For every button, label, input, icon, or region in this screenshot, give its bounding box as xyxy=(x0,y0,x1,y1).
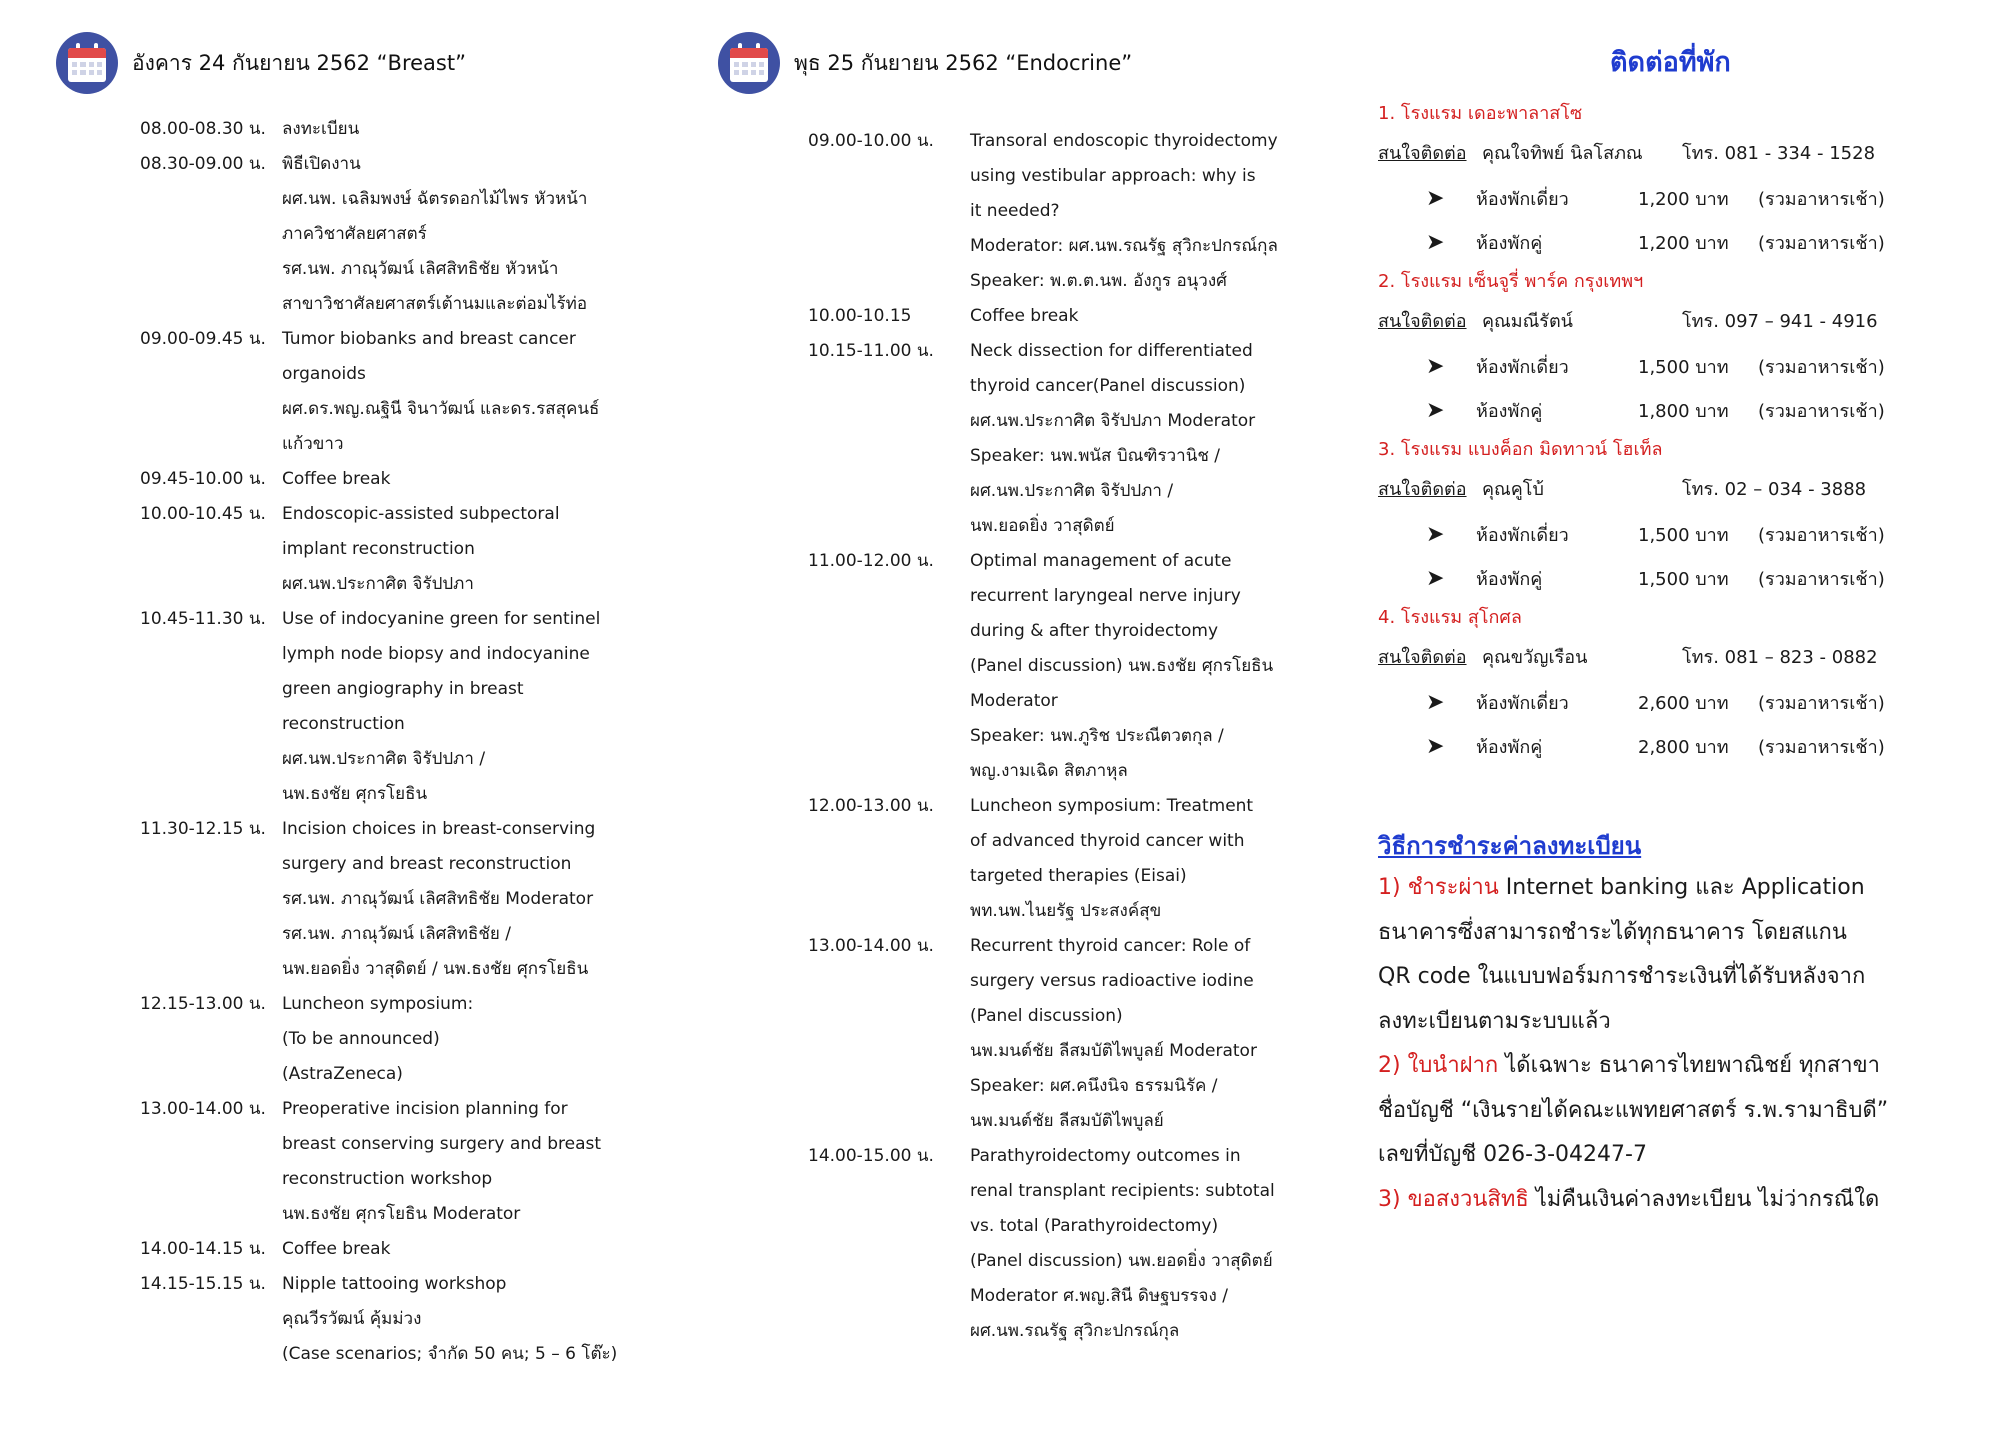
accommodation-title: ติดต่อที่พัก xyxy=(1610,47,1731,78)
room-note: (รวมอาหารเช้า) xyxy=(1758,736,1885,758)
schedule-slot xyxy=(140,462,660,497)
slot-line: (Panel discussion) นพ.ยอดยิ่ง วาสุดิตย์ xyxy=(970,1251,1273,1271)
slot-details xyxy=(282,497,660,602)
slot-line: ผศ.นพ.ประกาศิต จิรัปปภา / xyxy=(970,481,1174,501)
slot-line: Use of indocyanine green for sentinel xyxy=(282,609,601,629)
room-row xyxy=(1378,388,1898,432)
arrow-right-icon: ➤ xyxy=(1426,229,1445,255)
payment-item-3: 3) ขอสงวนสิทธิ ไม่คืนเงินค่าลงทะเบียน ไม่ว่ากรณีใด xyxy=(1378,1186,1880,1212)
hotel-name: 4. โรงแรม สุโกศล xyxy=(1378,607,1522,628)
slot-time: 11.00-12.00 น. xyxy=(808,551,934,571)
slot-time: 14.00-15.00 น. xyxy=(808,1146,934,1166)
slot-line: ภาควิชาศัลยศาสตร์ xyxy=(282,224,427,244)
slot-details xyxy=(970,789,1288,929)
slot-line: Luncheon symposium: Treatment xyxy=(970,796,1254,816)
slot-details xyxy=(282,1267,660,1372)
hotel-contact xyxy=(1378,132,1898,176)
slot-details xyxy=(970,544,1288,789)
contact-person: คุณใจทิพย์ นิลโสภณ xyxy=(1482,143,1643,164)
slot-line: นพ.มนต์ชัย ลีสมบัติไพบูลย์ Moderator xyxy=(970,1041,1257,1061)
slot-time: 11.30-12.15 น. xyxy=(140,819,266,839)
schedule-slot xyxy=(140,602,660,812)
room-note: (รวมอาหารเช้า) xyxy=(1758,188,1885,210)
slot-time: 10.45-11.30 น. xyxy=(140,609,266,629)
room-type: ห้องพักเดี่ยว xyxy=(1476,356,1569,378)
room-row xyxy=(1378,512,1898,556)
calendar-icon xyxy=(718,32,780,94)
slot-line: thyroid cancer(Panel discussion) xyxy=(970,376,1246,396)
schedule-slot xyxy=(140,1232,660,1267)
schedule-slot xyxy=(808,544,1288,789)
slot-time: 08.30-09.00 น. xyxy=(140,154,266,174)
contact-label: สนใจติดต่อ xyxy=(1378,311,1467,332)
slot-line: คุณวีรวัฒน์ คุ้มม่วง xyxy=(282,1309,422,1329)
schedule-slot xyxy=(140,987,660,1092)
slot-line: Transoral endoscopic thyroidectomy xyxy=(970,131,1278,151)
slot-line: พญ.งามเฉิด สิตภาหุล xyxy=(970,761,1128,781)
room-price: 1,500 บาท xyxy=(1638,568,1729,590)
slot-line: พิธีเปิดงาน xyxy=(282,154,361,174)
slot-line: (To be announced) xyxy=(282,1029,440,1049)
slot-line: of advanced thyroid cancer with xyxy=(970,831,1245,851)
day1-schedule xyxy=(140,112,660,1372)
hotel-contact xyxy=(1378,468,1898,512)
slot-line: organoids xyxy=(282,364,366,384)
schedule-slot xyxy=(808,124,1288,299)
room-price: 1,200 บาท xyxy=(1638,188,1729,210)
payment-section xyxy=(1378,826,1938,1222)
schedule-slot xyxy=(140,147,660,322)
slot-details xyxy=(282,1232,660,1267)
slot-time: 10.15-11.00 น. xyxy=(808,341,934,361)
room-note: (รวมอาหารเช้า) xyxy=(1758,568,1885,590)
schedule-slot xyxy=(140,322,660,462)
payment-item-2-line: เลขที่บัญชี 026-3-04247-7 xyxy=(1378,1142,1647,1167)
slot-line: Luncheon symposium: xyxy=(282,994,474,1014)
room-price: 1,800 บาท xyxy=(1638,400,1729,422)
slot-line: Speaker: นพ.ภูริช ประณีตวตกุล / xyxy=(970,726,1224,746)
slot-line: Nipple tattooing workshop xyxy=(282,1274,507,1294)
slot-line: รศ.นพ. ภาณุวัฒน์ เลิศสิทธิชัย Moderator xyxy=(282,889,594,909)
room-type: ห้องพักคู่ xyxy=(1476,400,1543,422)
schedule-slot xyxy=(808,1139,1288,1349)
slot-line: Tumor biobanks and breast cancer xyxy=(282,329,576,349)
slot-time: 12.15-13.00 น. xyxy=(140,994,266,1014)
slot-line: Preoperative incision planning for xyxy=(282,1099,568,1119)
room-row xyxy=(1378,724,1898,768)
slot-line: surgery and breast reconstruction xyxy=(282,854,572,874)
contact-phone: โทร. 081 – 823 - 0882 xyxy=(1682,647,1878,668)
slot-line: Moderator ศ.พญ.สินี ดิษฐบรรจง / xyxy=(970,1286,1228,1306)
payment-title: วิธีการชำระค่าลงทะเบียน xyxy=(1378,832,1642,860)
slot-time: 13.00-14.00 น. xyxy=(140,1099,266,1119)
day2-schedule xyxy=(808,124,1288,1349)
slot-line: ผศ.นพ.ประกาศิต จิรัปปภา xyxy=(282,574,474,594)
room-note: (รวมอาหารเช้า) xyxy=(1758,524,1885,546)
slot-line: Parathyroidectomy outcomes in xyxy=(970,1146,1241,1166)
slot-line: รศ.นพ. ภาณุวัฒน์ เลิศสิทธิชัย / xyxy=(282,924,512,944)
slot-line: lymph node biopsy and indocyanine xyxy=(282,644,590,664)
hotel-name: 2. โรงแรม เซ็นจูรี่ พาร์ค กรุงเทพฯ xyxy=(1378,271,1644,292)
slot-details xyxy=(970,299,1288,334)
slot-line: พท.นพ.ไนยรัฐ ประสงค์สุข xyxy=(970,901,1162,921)
slot-line: Speaker: พ.ต.ต.นพ. อังกูร อนุวงศ์ xyxy=(970,271,1227,291)
slot-details xyxy=(970,929,1288,1139)
hotel-name: 1. โรงแรม เดอะพาลาสโซ xyxy=(1378,103,1583,124)
room-type: ห้องพักคู่ xyxy=(1476,568,1543,590)
slot-line: Coffee break xyxy=(282,469,391,489)
schedule-slot xyxy=(140,112,660,147)
schedule-slot xyxy=(808,789,1288,929)
schedule-slot xyxy=(808,299,1288,334)
slot-details xyxy=(282,322,660,462)
slot-line: Speaker: ผศ.คนึงนิจ ธรรมนิรัค / xyxy=(970,1076,1218,1096)
slot-details xyxy=(282,147,660,322)
room-note: (รวมอาหารเช้า) xyxy=(1758,400,1885,422)
room-note: (รวมอาหารเช้า) xyxy=(1758,232,1885,254)
contact-label: สนใจติดต่อ xyxy=(1378,479,1467,500)
payment-item-1-line: QR code ในแบบฟอร์มการชำระเงินที่ได้รับหลังจาก xyxy=(1378,964,1866,989)
slot-line: ผศ.นพ.ประกาศิต จิรัปปภา Moderator xyxy=(970,411,1256,431)
slot-line: using vestibular approach: why is xyxy=(970,166,1256,186)
slot-details xyxy=(970,1139,1288,1349)
payment-item-2-line: ชื่อบัญชี “เงินรายได้คณะแพทยศาสตร์ ร.พ.รามาธิบดี” xyxy=(1378,1097,1889,1123)
slot-line: reconstruction xyxy=(282,714,405,734)
room-row xyxy=(1378,176,1898,220)
slot-details xyxy=(282,462,660,497)
hotel-contact xyxy=(1378,636,1898,680)
slot-line: Endoscopic-assisted subpectoral xyxy=(282,504,560,524)
schedule-slot xyxy=(808,929,1288,1139)
room-row xyxy=(1378,556,1898,600)
hotel-name: 3. โรงแรม แบงค็อก มิดทาวน์ โฮเท็ล xyxy=(1378,439,1663,460)
slot-details xyxy=(970,334,1288,544)
slot-line: ลงทะเบียน xyxy=(282,119,360,139)
slot-line: (Panel discussion) นพ.ธงชัย ศุกรโยธิน xyxy=(970,656,1274,676)
slot-line: implant reconstruction xyxy=(282,539,475,559)
slot-time: 10.00-10.45 น. xyxy=(140,504,266,524)
contact-person: คุณมณีรัตน์ xyxy=(1482,311,1573,332)
contact-person: คุณคูโบ้ xyxy=(1482,479,1544,500)
slot-line: นพ.มนต์ชัย ลีสมบัติไพบูลย์ xyxy=(970,1111,1164,1131)
slot-line: Coffee break xyxy=(970,306,1079,326)
slot-line: นพ.ยอดยิ่ง วาสุดิตย์ xyxy=(970,516,1115,536)
slot-time: 09.00-09.45 น. xyxy=(140,329,266,349)
arrow-right-icon: ➤ xyxy=(1426,689,1445,715)
arrow-right-icon: ➤ xyxy=(1426,733,1445,759)
room-row xyxy=(1378,680,1898,724)
slot-line: Coffee break xyxy=(282,1239,391,1259)
room-price: 1,500 บาท xyxy=(1638,356,1729,378)
arrow-right-icon: ➤ xyxy=(1426,397,1445,423)
room-price: 1,500 บาท xyxy=(1638,524,1729,546)
contact-phone: โทร. 097 – 941 - 4916 xyxy=(1682,311,1878,332)
slot-line: surgery versus radioactive iodine xyxy=(970,971,1254,991)
slot-line: it needed? xyxy=(970,201,1060,221)
slot-line: during & after thyroidectomy xyxy=(970,621,1219,641)
slot-line: ผศ.นพ.ประกาศิต จิรัปปภา / xyxy=(282,749,486,769)
schedule-slot xyxy=(140,1092,660,1232)
schedule-slot xyxy=(140,812,660,987)
slot-line: breast conserving surgery and breast xyxy=(282,1134,602,1154)
day2-header xyxy=(718,30,1132,96)
room-type: ห้องพักเดี่ยว xyxy=(1476,692,1569,714)
hotel-list xyxy=(1378,96,1898,768)
arrow-right-icon: ➤ xyxy=(1426,521,1445,547)
slot-line: Speaker: นพ.พนัส บิณฑิรวานิช / xyxy=(970,446,1221,466)
slot-line: vs. total (Parathyroidectomy) xyxy=(970,1216,1219,1236)
room-price: 2,600 บาท xyxy=(1638,692,1729,714)
schedule-slot xyxy=(808,334,1288,544)
slot-line: นพ.ธงชัย ศุกรโยธิน Moderator xyxy=(282,1204,521,1224)
slot-line: (Panel discussion) xyxy=(970,1006,1123,1026)
slot-line: reconstruction workshop xyxy=(282,1169,493,1189)
slot-line: นพ.ธงชัย ศุกรโยธิน xyxy=(282,784,428,804)
schedule-slot xyxy=(140,1267,660,1372)
slot-line: green angiography in breast xyxy=(282,679,524,699)
contact-phone: โทร. 02 – 034 - 3888 xyxy=(1682,479,1867,500)
room-row xyxy=(1378,220,1898,264)
slot-details xyxy=(282,602,660,812)
contact-phone: โทร. 081 - 334 - 1528 xyxy=(1682,143,1876,164)
slot-details xyxy=(282,987,660,1092)
schedule-slot xyxy=(140,497,660,602)
room-price: 1,200 บาท xyxy=(1638,232,1729,254)
room-type: ห้องพักคู่ xyxy=(1476,232,1543,254)
slot-line: ผศ.ดร.พญ.ณฐินี จินาวัฒน์ และดร.รสสุคนธ์ xyxy=(282,399,600,419)
slot-details xyxy=(282,1092,660,1232)
slot-time: 12.00-13.00 น. xyxy=(808,796,934,816)
slot-line: Recurrent thyroid cancer: Role of xyxy=(970,936,1251,956)
room-row xyxy=(1378,344,1898,388)
contact-person: คุณขวัญเรือน xyxy=(1482,647,1588,668)
hotel-contact xyxy=(1378,300,1898,344)
slot-line: นพ.ยอดยิ่ง วาสุดิตย์ / นพ.ธงชัย ศุกรโยธิน xyxy=(282,959,589,979)
slot-line: targeted therapies (Eisai) xyxy=(970,866,1187,886)
slot-line: Neck dissection for differentiated xyxy=(970,341,1253,361)
slot-line: Optimal management of acute xyxy=(970,551,1232,571)
room-price: 2,800 บาท xyxy=(1638,736,1729,758)
room-type: ห้องพักเดี่ยว xyxy=(1476,524,1569,546)
arrow-right-icon: ➤ xyxy=(1426,185,1445,211)
day2-title: พุธ 25 กันยายน 2562 “Endocrine” xyxy=(794,50,1133,75)
arrow-right-icon: ➤ xyxy=(1426,353,1445,379)
payment-item-1: 1) ชำระผ่าน Internet banking และ Application xyxy=(1378,875,1865,900)
slot-time: 14.15-15.15 น. xyxy=(140,1274,266,1294)
slot-line: สาขาวิชาศัลยศาสตร์เต้านมและต่อมไร้ท่อ xyxy=(282,294,588,314)
payment-item-1-line: ลงทะเบียนตามระบบแล้ว xyxy=(1378,1008,1611,1034)
slot-line: ผศ.นพ.รณรัฐ สุวิกะปกรณ์กุล xyxy=(970,1321,1180,1341)
room-type: ห้องพักคู่ xyxy=(1476,736,1543,758)
slot-line: (AstraZeneca) xyxy=(282,1064,403,1084)
slot-line: (Case scenarios; จำกัด 50 คน; 5 – 6 โต๊ะ) xyxy=(282,1344,618,1364)
slot-line: Incision choices in breast-conserving xyxy=(282,819,596,839)
slot-line: recurrent laryngeal nerve injury xyxy=(970,586,1241,606)
room-note: (รวมอาหารเช้า) xyxy=(1758,356,1885,378)
slot-details xyxy=(282,812,660,987)
day1-title: อังคาร 24 กันยายน 2562 “Breast” xyxy=(132,50,466,75)
room-note: (รวมอาหารเช้า) xyxy=(1758,692,1885,714)
slot-time: 08.00-08.30 น. xyxy=(140,119,266,139)
payment-item-1-line: ธนาคารซึ่งสามารถชำระได้ทุกธนาคาร โดยสแกน xyxy=(1378,919,1847,945)
arrow-right-icon: ➤ xyxy=(1426,565,1445,591)
slot-line: แก้วขาว xyxy=(282,434,344,454)
slot-line: renal transplant recipients: subtotal xyxy=(970,1181,1275,1201)
slot-time: 14.00-14.15 น. xyxy=(140,1239,266,1259)
room-type: ห้องพักเดี่ยว xyxy=(1476,188,1569,210)
calendar-icon xyxy=(56,32,118,94)
contact-label: สนใจติดต่อ xyxy=(1378,143,1467,164)
slot-line: ผศ.นพ. เฉลิมพงษ์ ฉัตรดอกไม้ไพร หัวหน้า xyxy=(282,189,588,209)
slot-time: 09.00-10.00 น. xyxy=(808,131,934,151)
slot-time: 13.00-14.00 น. xyxy=(808,936,934,956)
slot-time: 10.00-10.15 xyxy=(808,306,912,326)
slot-time: 09.45-10.00 น. xyxy=(140,469,266,489)
slot-line: รศ.นพ. ภาณุวัฒน์ เลิศสิทธิชัย หัวหน้า xyxy=(282,259,559,279)
day1-header xyxy=(56,30,466,96)
slot-details xyxy=(970,124,1288,299)
payment-item-2: 2) ใบนำฝาก ได้เฉพาะ ธนาคารไทยพาณิชย์ ทุกสาขา xyxy=(1378,1053,1881,1078)
slot-details xyxy=(282,112,660,147)
slot-line: Moderator xyxy=(970,691,1058,711)
contact-label: สนใจติดต่อ xyxy=(1378,647,1467,668)
slot-line: Moderator: ผศ.นพ.รณรัฐ สุวิกะปกรณ์กุล xyxy=(970,236,1278,256)
